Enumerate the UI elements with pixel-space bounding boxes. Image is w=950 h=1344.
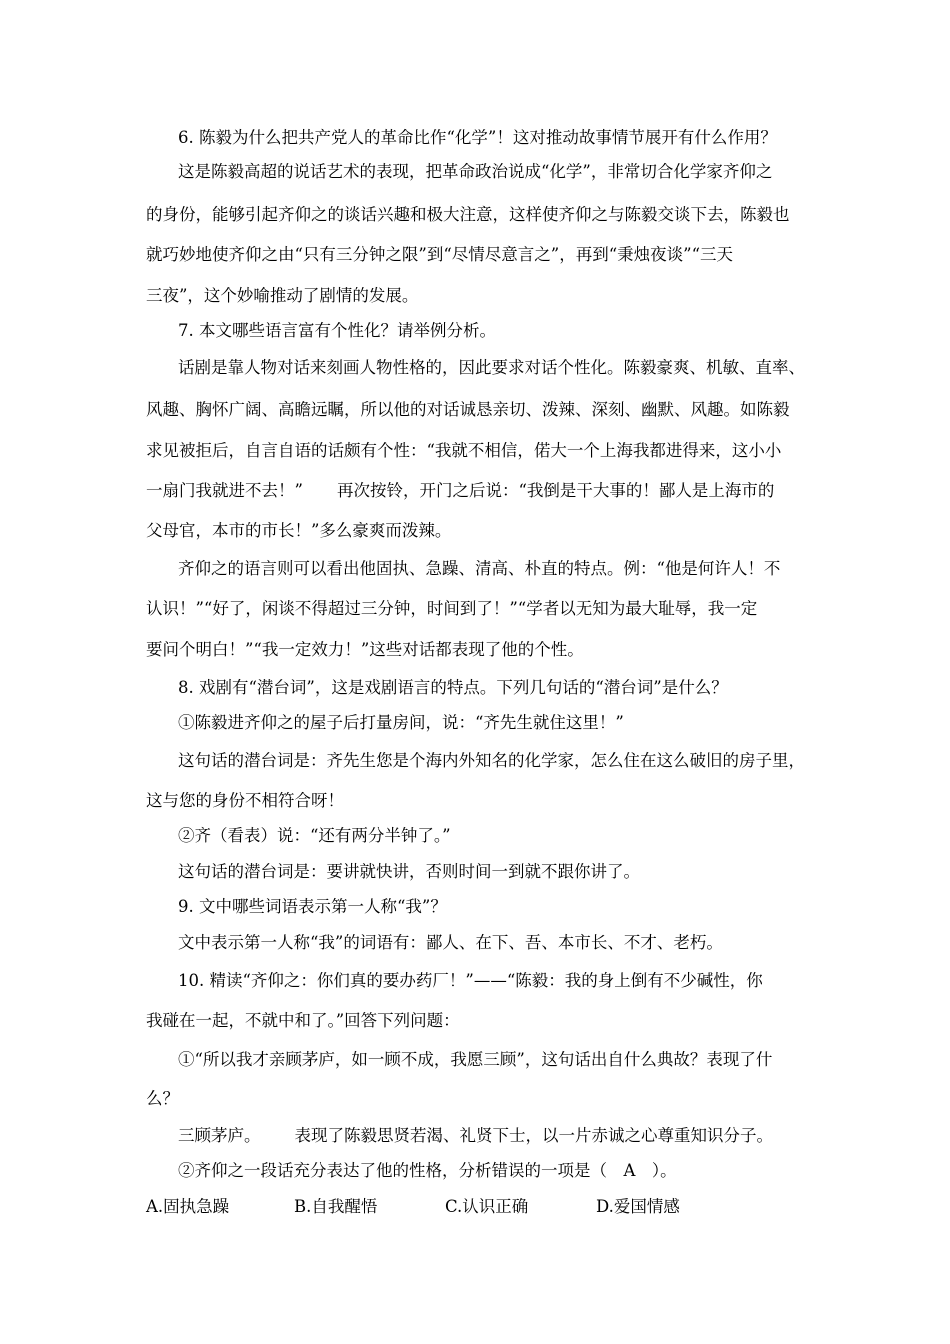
option-c: C.认识正确 [445, 1197, 529, 1216]
question-8-item-2: ②齐（看表）说：“还有两分半钟了。” [178, 826, 451, 845]
option-b: B.自我醒悟 [294, 1197, 378, 1216]
question-10-item-1-line-2: 么？ [146, 1089, 179, 1108]
option-a: A.固执急躁 [146, 1197, 230, 1216]
answer-7-line-4-part-2: 再次按铃，开门之后说：“我倒是干大事的！鄙人是上海市的 [336, 481, 775, 500]
answer-7-line-3: 求见被拒后，自言自语的话颇有个性：“我就不相信，偌大一个上海我都进得来，这小小 [146, 441, 782, 460]
answer-8-item-1-line-1: 这句话的潜台词是：齐先生您是个海内外知名的化学家，怎么住在这么破旧的房子里， [178, 751, 805, 770]
option-d: D.爱国情感 [596, 1197, 680, 1216]
answer-10-item-1-part-2: 表现了陈毅思贤若渴、礼贤下士，以一片赤诚之心尊重知识分子。 [294, 1126, 773, 1145]
answer-6-line-4: 三夜”，这个妙喻推动了剧情的发展。 [146, 286, 419, 305]
question-6: 6. 陈毅为什么把共产党人的革命比作“化学”！这对推动故事情节展开有什么作用？ [178, 128, 777, 147]
answer-7-line-4-part-1: 一扇门我就进不去！” [146, 481, 303, 500]
question-8: 8. 戏剧有“潜台词”，这是戏剧语言的特点。下列几句话的“潜台词”是什么？ [178, 678, 728, 697]
answer-10-item-1-part-1: 三顾茅庐。 [178, 1126, 261, 1145]
question-10-item-2: ②齐仰之一段话充分表达了他的性格，分析错误的一项是（ A ）。 [178, 1161, 677, 1180]
question-8-item-1: ①陈毅进齐仰之的屋子后打量房间，说：“齐先生就住这里！” [178, 713, 624, 732]
answer-7-line-8: 要问个明白！”“我一定效力！”这些对话都表现了他的个性。 [146, 640, 584, 659]
answer-7-line-1: 话剧是靠人物对话来刻画人物性格的，因此要求对话个性化。陈毅豪爽、机敏、直率、 [178, 358, 805, 377]
answer-7-line-4 [146, 480, 826, 502]
answer-8-item-2: 这句话的潜台词是：要讲就快讲，否则时间一到就不跟你讲了。 [178, 862, 640, 881]
answer-7-line-6: 齐仰之的语言则可以看出他固执、急躁、清高、朴直的特点。例：“他是何许人！不 [178, 559, 781, 578]
question-9: 9. 文中哪些词语表示第一人称“我”？ [178, 897, 447, 916]
answer-8-item-1-line-2: 这与您的身份不相符合呀！ [146, 791, 344, 810]
question-7: 7. 本文哪些语言富有个性化？请举例分析。 [178, 321, 496, 340]
answer-7-line-2: 风趣、胸怀广阔、高瞻远瞩，所以他的对话诚恳亲切、泼辣、深刻、幽默、风趣。如陈毅 [146, 400, 790, 419]
answer-10-item-1 [178, 1125, 858, 1147]
question-10-line-1: 10. 精读“齐仰之：你们真的要办药厂！”——“陈毅：我的身上倒有不少碱性，你 [178, 971, 763, 990]
answer-7-line-7: 认识！”“好了，闲谈不得超过三分钟，时间到了！”“学者以无知为最大耻辱，我一定 [146, 599, 758, 618]
answer-6-line-3: 就巧妙地使齐仰之由“只有三分钟之限”到“尽情尽意言之”，再到“秉烛夜谈”“三天 [146, 245, 734, 264]
answer-6-line-2: 的身份，能够引起齐仰之的谈话兴趣和极大注意，这样使齐仰之与陈毅交谈下去，陈毅也 [146, 205, 790, 224]
answer-9: 文中表示第一人称“我”的词语有：鄙人、在下、吾、本市长、不才、老朽。 [178, 933, 723, 952]
answer-7-line-5: 父母官，本市的市长！”多么豪爽而泼辣。 [146, 521, 452, 540]
question-10-line-2: 我碰在一起，不就中和了。”回答下列问题： [146, 1011, 460, 1030]
question-10-item-1-line-1: ①“所以我才亲顾茅庐，如一顾不成，我愿三顾”，这句话出自什么典故？表现了什 [178, 1050, 773, 1069]
answer-6-line-1: 这是陈毅高超的说话艺术的表现，把革命政治说成“化学”，非常切合化学家齐仰之 [178, 162, 773, 181]
